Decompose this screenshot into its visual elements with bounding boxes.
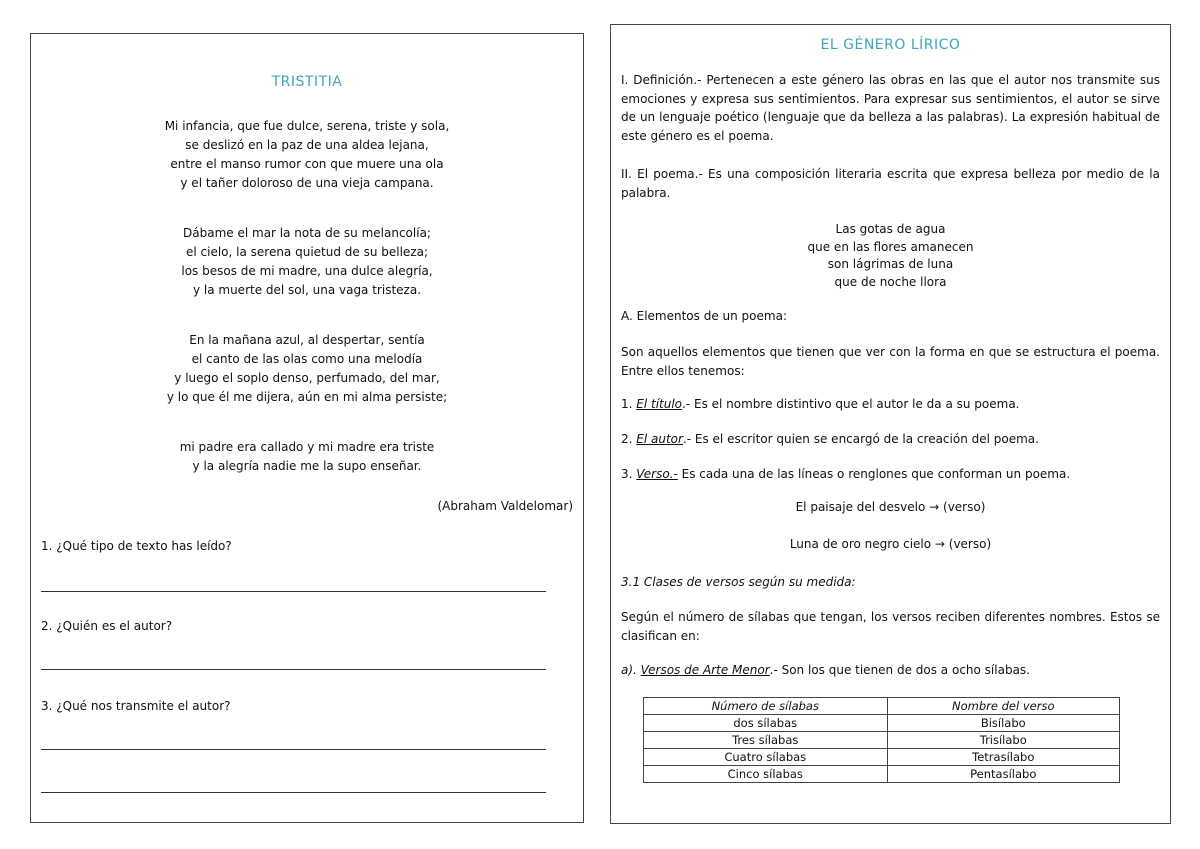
poem-title: TRISTITIA — [271, 74, 343, 90]
right-page — [610, 24, 1171, 824]
elements-paragraph: Son aquellos elementos que tienen que ver con la forma en que se estructura el poema. Entre ellos tenemos: — [621, 345, 1160, 378]
table-cell: Cinco sílabas — [644, 766, 888, 783]
item-number: 2. — [621, 432, 637, 446]
definition-paragraph: I. Definición.- Pertenecen a este género las obras en las que el autor nos transmite sus emociones y expresa sus sentimientos. Para expresar sus sentimientos, el autor se sirve de un lenguaje poético (lenguaje que da belleza a las palabras). La expresión habitual de este género es el poema. — [621, 73, 1160, 143]
poem-line: el canto de las olas como una melodía — [191, 352, 423, 366]
poem-line: En la mañana azul, al despertar, sentía — [189, 333, 425, 347]
item-term: El autor — [636, 432, 683, 446]
verse-example-1: El paisaje del desvelo → (verso) — [795, 500, 986, 514]
item-term: Versos de Arte Menor — [640, 663, 770, 677]
poem-definition-paragraph: II. El poema.- Es una composición literaria escrita que expresa belleza por medio de la palabra. — [621, 167, 1160, 200]
element-verse-item — [621, 465, 1160, 484]
poem-line: se deslizó en la paz de una aldea lejana, — [185, 138, 429, 152]
element-author-item — [621, 430, 1160, 449]
example-poem-line: Las gotas de agua — [835, 222, 946, 236]
left-page — [30, 33, 584, 823]
item-number: 1. — [621, 397, 637, 411]
answer-line-3a[interactable] — [41, 749, 546, 750]
poem-stanza-2 — [31, 224, 583, 300]
answer-line-3b[interactable] — [41, 792, 546, 793]
poem-line: y lo que él me dijera, aún en mi alma persiste; — [166, 390, 448, 404]
question-2: 2. ¿Quién es el autor? — [41, 619, 173, 633]
example-poem-line: que en las flores amanecen — [807, 239, 974, 254]
poem-line: y el tañer doloroso de una vieja campana. — [180, 176, 434, 190]
example-poem-line: que de noche llora — [834, 274, 947, 289]
syllables-table — [643, 697, 1120, 783]
poem-line: el cielo, la serena quietud de su belleza; — [185, 245, 429, 259]
poem-stanza-4 — [31, 438, 583, 476]
item-term: Verso.- — [636, 467, 678, 481]
example-poem-line: son lágrimas de luna — [827, 257, 954, 271]
question-3: 3. ¿Qué nos transmite el autor? — [41, 699, 231, 713]
table-header: Nombre del verso — [887, 698, 1119, 715]
item-text: .- Es el escritor quien se encargó de la creación del poema. — [682, 432, 1039, 446]
verse-example-2: Luna de oro negro cielo → (verso) — [789, 537, 992, 551]
answer-line-1[interactable] — [41, 591, 546, 592]
table-row — [644, 715, 1120, 732]
item-term: El título — [636, 397, 683, 411]
poem-line: Dábame el mar la nota de su melancolía; — [183, 226, 431, 240]
poem-line: Mi infancia, que fue dulce, serena, triste y sola, — [164, 119, 450, 133]
item-text: .- Es el nombre distintivo que el autor le da a su poema. — [682, 397, 1020, 411]
table-cell: dos sílabas — [644, 715, 888, 732]
table-row — [644, 749, 1120, 766]
poem-line: y la muerte del sol, una vaga tristeza. — [192, 283, 422, 297]
arte-menor-item — [621, 661, 1160, 680]
table-header: Número de sílabas — [644, 698, 888, 715]
table-cell: Tetrasílabo — [887, 749, 1119, 766]
question-1: 1. ¿Qué tipo de texto has leído? — [41, 539, 232, 553]
example-poem — [611, 221, 1170, 291]
table-row — [644, 766, 1120, 783]
verse-classes-heading: 3.1 Clases de versos según su medida: — [621, 575, 856, 589]
item-number: 3. — [621, 467, 637, 481]
elements-heading: A. Elementos de un poema: — [621, 309, 787, 323]
poem-line: entre el manso rumor con que muere una ola — [170, 157, 444, 171]
element-title-item — [621, 395, 1160, 414]
poem-line: y luego el soplo denso, perfumado, del mar, — [174, 371, 440, 385]
table-cell: Trisílabo — [887, 732, 1119, 749]
item-text: .- Son los que tienen de dos a ocho sílabas. — [769, 663, 1030, 677]
item-prefix: a). — [621, 663, 641, 677]
table-cell: Tres sílabas — [644, 732, 888, 749]
poem-line: los besos de mi madre, una dulce alegría, — [181, 264, 433, 278]
poem-line: mi padre era callado y mi madre era triste — [179, 440, 435, 454]
verse-classes-paragraph: Según el número de sílabas que tengan, los versos reciben diferentes nombres. Estos se clasifican en: — [621, 610, 1160, 643]
poem-stanza-1 — [31, 117, 583, 193]
answer-line-2[interactable] — [41, 669, 546, 670]
table-row — [644, 732, 1120, 749]
poem-author: (Abraham Valdelomar) — [437, 499, 573, 513]
table-cell: Pentasílabo — [887, 766, 1119, 783]
poem-line: y la alegría nadie me la supo enseñar. — [192, 459, 422, 473]
item-text: Es cada una de las líneas o renglones que conforman un poema. — [677, 467, 1071, 481]
table-cell: Cuatro sílabas — [644, 749, 888, 766]
section-title: EL GÉNERO LÍRICO — [820, 37, 961, 53]
table-header-row — [644, 698, 1120, 715]
poem-stanza-3 — [31, 331, 583, 407]
table-cell: Bisílabo — [887, 715, 1119, 732]
